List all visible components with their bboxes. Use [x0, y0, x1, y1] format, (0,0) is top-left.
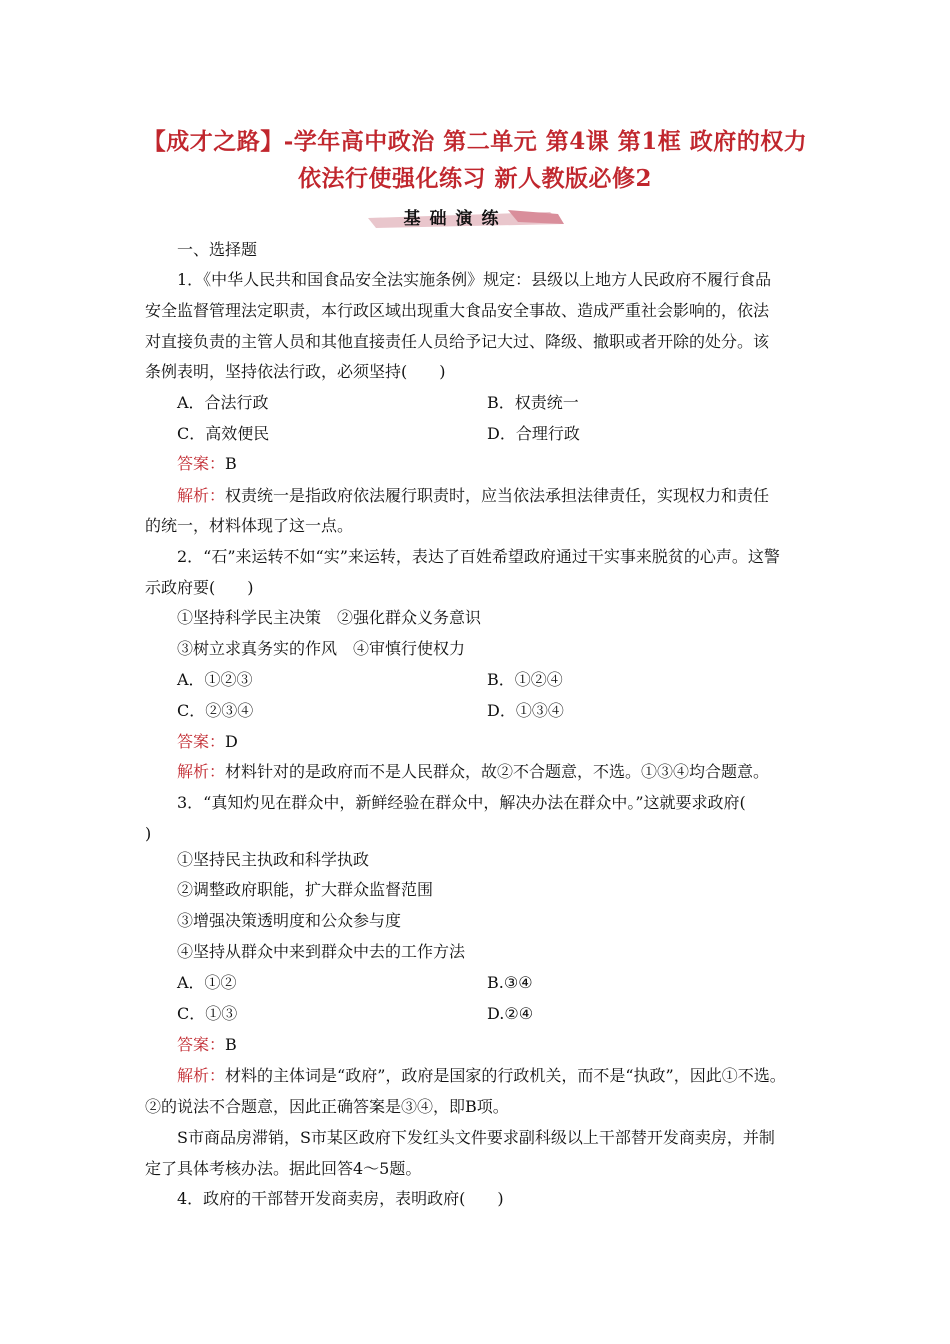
- answer-label: 答案：: [177, 732, 226, 751]
- q1-stem-line2: 安全监督管理法定职责，本行政区域出现重大食品安全事故、造成严重社会影响的，依法: [145, 301, 770, 320]
- q3-analysis-line1: [177, 1066, 786, 1086]
- document-title-line1: 【成才之路】-学年高中政治 第二单元 第4课 第1框 政府的权力: [142, 128, 808, 155]
- q1-stem-line4: 条例表明，坚持依法行政，必须坚持( ): [145, 362, 446, 381]
- material-line2: 定了具体考核办法。据此回答4～5题。: [145, 1159, 422, 1178]
- q2-option-d: D．①③④: [487, 701, 564, 720]
- q1-option-d: D．合理行政: [487, 424, 580, 443]
- material-line1: S市商品房滞销，S市某区政府下发红头文件要求副科级以上干部替开发商卖房，并制: [177, 1128, 775, 1147]
- q3-option-d: D.②④: [487, 1004, 534, 1023]
- q1-analysis-line2: 的统一，材料体现了这一点。: [145, 516, 354, 535]
- q1-option-a: A．合法行政: [177, 393, 269, 412]
- q2-analysis-line1: [177, 762, 769, 782]
- answer-label: 答案：: [177, 1035, 226, 1054]
- q2-option-b: B．①②④: [487, 670, 563, 689]
- q2-stem-line1: 2．“石”来运转不如“实”来运转，表达了百姓希望政府通过干实事来脱贫的心声。这警: [177, 547, 780, 566]
- document-title-line2: 依法行使强化练习 新人教版必修2: [297, 165, 652, 192]
- q3-stem-line2: ): [145, 824, 152, 843]
- analysis-text: 权责统一是指政府依法履行职责时，应当依法承担法律责任，实现权力和责任: [225, 486, 770, 505]
- q3-item-3: ③增强决策透明度和公众参与度: [177, 911, 402, 930]
- banner-label: 基础演练: [403, 209, 508, 229]
- analysis-label: 解析：: [177, 486, 226, 505]
- q2-option-c: C．②③④: [177, 701, 254, 720]
- q3-item-4: ④坚持从群众中来到群众中去的工作方法: [177, 942, 466, 961]
- q3-stem-line1: 3．“真知灼见在群众中，新鲜经验在群众中，解决办法在群众中。”这就要求政府(: [177, 793, 746, 812]
- q2-answer: [177, 732, 238, 752]
- q1-answer: [177, 454, 237, 474]
- q1-stem-line1: 1．《中华人民共和国食品安全法实施条例》规定：县级以上地方人民政府不履行食品: [177, 270, 772, 289]
- q3-option-c: C．①③: [177, 1004, 238, 1023]
- analysis-text: 材料的主体词是“政府”，政府是国家的行政机关，而不是“执政”，因此①不选。: [225, 1066, 786, 1085]
- q2-items-line1: ①坚持科学民主决策 ②强化群众义务意识: [177, 608, 482, 627]
- analysis-label: 解析：: [177, 1066, 226, 1085]
- answer-value: D: [225, 732, 238, 751]
- section-banner: [368, 202, 564, 230]
- analysis-text: 材料针对的是政府而不是人民群众，故②不合题意，不选。①③④均合题意。: [225, 762, 770, 781]
- q3-option-a: A．①②: [177, 973, 237, 992]
- q1-analysis-line1: [177, 486, 769, 506]
- q3-analysis-line2: ②的说法不合题意，因此正确答案是③④，即B项。: [145, 1097, 509, 1116]
- answer-value: B: [225, 1035, 237, 1054]
- q2-items-line2: ③树立求真务实的作风 ④审慎行使权力: [177, 639, 466, 658]
- q1-option-c: C．高效便民: [177, 424, 270, 443]
- q3-item-1: ①坚持民主执政和科学执政: [177, 850, 370, 869]
- q2-option-a: A．①②③: [177, 670, 253, 689]
- q3-answer: [177, 1035, 237, 1055]
- section-heading: 一、选择题: [177, 240, 258, 259]
- q2-stem-line2: 示政府要( ): [145, 578, 254, 597]
- q3-option-b: B.③④: [487, 973, 533, 992]
- answer-value: B: [225, 454, 237, 473]
- q4-stem-line1: 4．政府的干部替开发商卖房，表明政府( ): [177, 1189, 504, 1208]
- q1-stem-line3: 对直接负责的主管人员和其他直接责任人员给予记大过、降级、撤职或者开除的处分。该: [145, 332, 770, 351]
- q3-item-2: ②调整政府职能，扩大群众监督范围: [177, 880, 434, 899]
- q1-option-b: B．权责统一: [487, 393, 579, 412]
- answer-label: 答案：: [177, 454, 226, 473]
- analysis-label: 解析：: [177, 762, 226, 781]
